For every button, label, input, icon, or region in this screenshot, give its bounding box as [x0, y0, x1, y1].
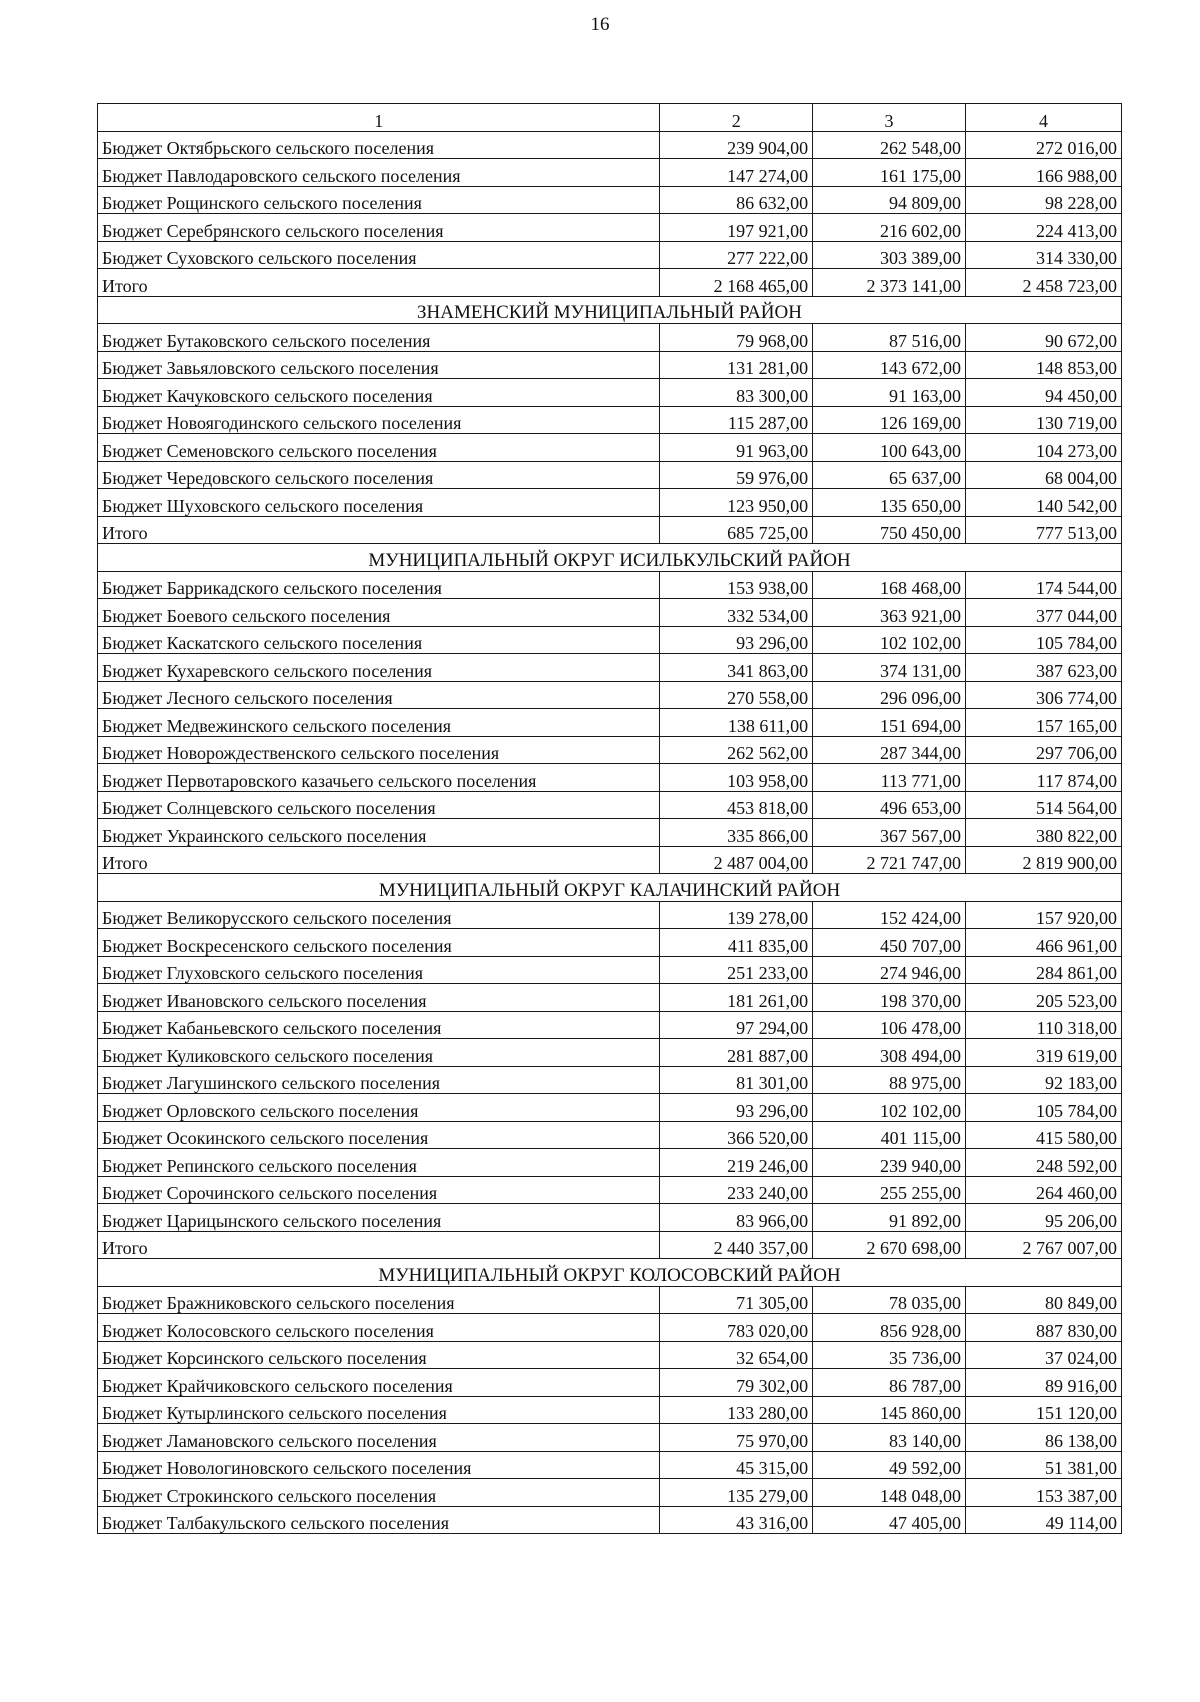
amount-cell-col2: 366 520,00 [660, 1121, 813, 1149]
amount-cell-col3: 2 670 698,00 [813, 1231, 966, 1259]
amount-cell-col2: 239 904,00 [660, 131, 813, 159]
budget-name-cell: Бюджет Крайчиковского сельского поселения [98, 1369, 660, 1397]
amount-cell-col4: 380 822,00 [965, 819, 1121, 847]
table-row [98, 1039, 1122, 1067]
amount-cell-col4: 514 564,00 [965, 791, 1121, 819]
budget-name-cell: Бюджет Октябрьского сельского поселения [98, 131, 660, 159]
amount-cell-col3: 239 940,00 [813, 1149, 966, 1177]
table-row [98, 1011, 1122, 1039]
amount-cell-col3: 496 653,00 [813, 791, 966, 819]
table-row [98, 929, 1122, 957]
table-row [98, 159, 1122, 187]
header-row [98, 104, 1122, 132]
amount-cell-col4: 157 165,00 [965, 709, 1121, 737]
budget-name-cell: Бюджет Ивановского сельского поселения [98, 984, 660, 1012]
amount-cell-col4: 2 458 723,00 [965, 269, 1121, 297]
amount-cell-col2: 91 963,00 [660, 434, 813, 462]
amount-cell-col2: 453 818,00 [660, 791, 813, 819]
amount-cell-col3: 102 102,00 [813, 626, 966, 654]
amount-cell-col4: 466 961,00 [965, 929, 1121, 957]
amount-cell-col3: 450 707,00 [813, 929, 966, 957]
amount-cell-col3: 168 468,00 [813, 571, 966, 599]
amount-cell-col4: 86 138,00 [965, 1424, 1121, 1452]
budget-name-cell: Бюджет Осокинского сельского поселения [98, 1121, 660, 1149]
table-row [98, 1094, 1122, 1122]
table-row [98, 186, 1122, 214]
table-row [98, 214, 1122, 242]
amount-cell-col4: 89 916,00 [965, 1369, 1121, 1397]
amount-cell-col3: 94 809,00 [813, 186, 966, 214]
table-row [98, 791, 1122, 819]
amount-cell-col3: 2 373 141,00 [813, 269, 966, 297]
table-row [98, 736, 1122, 764]
table-row [98, 1149, 1122, 1177]
budget-name-cell: Бюджет Строкинского сельского поселения [98, 1479, 660, 1507]
amount-cell-col3: 374 131,00 [813, 654, 966, 682]
amount-cell-col4: 98 228,00 [965, 186, 1121, 214]
budget-name-cell: Бюджет Каскатского сельского поселения [98, 626, 660, 654]
budget-name-cell: Бюджет Глуховского сельского поселения [98, 956, 660, 984]
amount-cell-col2: 131 281,00 [660, 351, 813, 379]
amount-cell-col3: 47 405,00 [813, 1506, 966, 1534]
amount-cell-col2: 123 950,00 [660, 489, 813, 517]
table-row [98, 1314, 1122, 1342]
budget-name-cell: Бюджет Кабаньевского сельского поселения [98, 1011, 660, 1039]
budget-name-cell: Бюджет Украинского сельского поселения [98, 819, 660, 847]
amount-cell-col4: 415 580,00 [965, 1121, 1121, 1149]
amount-cell-col4: 130 719,00 [965, 406, 1121, 434]
amount-cell-col3: 78 035,00 [813, 1286, 966, 1314]
table-row [98, 681, 1122, 709]
budget-name-cell: Бюджет Первотаровского казачьего сельского поселения [98, 764, 660, 792]
table-row [98, 709, 1122, 737]
amount-cell-col4: 306 774,00 [965, 681, 1121, 709]
amount-cell-col3: 145 860,00 [813, 1396, 966, 1424]
budget-name-cell: Бюджет Шуховского сельского поселения [98, 489, 660, 517]
amount-cell-col4: 117 874,00 [965, 764, 1121, 792]
amount-cell-col3: 255 255,00 [813, 1176, 966, 1204]
table-row [98, 1066, 1122, 1094]
section-title: МУНИЦИПАЛЬНЫЙ ОКРУГ КАЛАЧИНСКИЙ РАЙОН [98, 874, 1122, 902]
table-row [98, 1451, 1122, 1479]
amount-cell-col2: 2 487 004,00 [660, 846, 813, 874]
amount-cell-col4: 319 619,00 [965, 1039, 1121, 1067]
amount-cell-col2: 262 562,00 [660, 736, 813, 764]
amount-cell-col2: 45 315,00 [660, 1451, 813, 1479]
table-row [98, 1396, 1122, 1424]
amount-cell-col4: 94 450,00 [965, 379, 1121, 407]
budget-name-cell: Бюджет Рощинского сельского поселения [98, 186, 660, 214]
amount-cell-col2: 83 966,00 [660, 1204, 813, 1232]
budget-name-cell: Итого [98, 269, 660, 297]
budget-name-cell: Бюджет Колосовского сельского поселения [98, 1314, 660, 1342]
amount-cell-col2: 139 278,00 [660, 901, 813, 929]
amount-cell-col2: 83 300,00 [660, 379, 813, 407]
amount-cell-col2: 685 725,00 [660, 516, 813, 544]
amount-cell-col4: 2 767 007,00 [965, 1231, 1121, 1259]
amount-cell-col4: 777 513,00 [965, 516, 1121, 544]
amount-cell-col3: 216 602,00 [813, 214, 966, 242]
table-row [98, 1506, 1122, 1534]
table-row [98, 406, 1122, 434]
header-cell-2: 2 [660, 104, 813, 132]
amount-cell-col2: 115 287,00 [660, 406, 813, 434]
budget-name-cell: Бюджет Баррикадского сельского поселения [98, 571, 660, 599]
amount-cell-col4: 51 381,00 [965, 1451, 1121, 1479]
amount-cell-col4: 148 853,00 [965, 351, 1121, 379]
amount-cell-col3: 113 771,00 [813, 764, 966, 792]
amount-cell-col2: 97 294,00 [660, 1011, 813, 1039]
budget-name-cell: Итого [98, 1231, 660, 1259]
budget-name-cell: Бюджет Бутаковского сельского поселения [98, 324, 660, 352]
amount-cell-col4: 153 387,00 [965, 1479, 1121, 1507]
amount-cell-col4: 157 920,00 [965, 901, 1121, 929]
table-row [98, 764, 1122, 792]
amount-cell-col3: 2 721 747,00 [813, 846, 966, 874]
budget-name-cell: Бюджет Семеновского сельского поселения [98, 434, 660, 462]
budget-name-cell: Бюджет Талбакульского сельского поселения [98, 1506, 660, 1534]
amount-cell-col4: 80 849,00 [965, 1286, 1121, 1314]
table-row [98, 1369, 1122, 1397]
amount-cell-col4: 151 120,00 [965, 1396, 1121, 1424]
budget-name-cell: Бюджет Лесного сельского поселения [98, 681, 660, 709]
amount-cell-col2: 103 958,00 [660, 764, 813, 792]
amount-cell-col3: 296 096,00 [813, 681, 966, 709]
table-row [98, 434, 1122, 462]
amount-cell-col4: 105 784,00 [965, 626, 1121, 654]
amount-cell-col4: 92 183,00 [965, 1066, 1121, 1094]
amount-cell-col3: 367 567,00 [813, 819, 966, 847]
amount-cell-col3: 106 478,00 [813, 1011, 966, 1039]
budget-name-cell: Бюджет Царицынского сельского поселения [98, 1204, 660, 1232]
amount-cell-col2: 411 835,00 [660, 929, 813, 957]
amount-cell-col4: 205 523,00 [965, 984, 1121, 1012]
amount-cell-col3: 274 946,00 [813, 956, 966, 984]
amount-cell-col3: 152 424,00 [813, 901, 966, 929]
budget-name-cell: Бюджет Медвежинского сельского поселения [98, 709, 660, 737]
table-row [98, 626, 1122, 654]
page-number: 16 [590, 14, 610, 35]
amount-cell-col2: 79 968,00 [660, 324, 813, 352]
amount-cell-col4: 264 460,00 [965, 1176, 1121, 1204]
amount-cell-col2: 181 261,00 [660, 984, 813, 1012]
table-row [98, 324, 1122, 352]
amount-cell-col3: 143 672,00 [813, 351, 966, 379]
table-row [98, 1121, 1122, 1149]
section-row [98, 544, 1122, 572]
amount-cell-col2: 233 240,00 [660, 1176, 813, 1204]
budget-name-cell: Бюджет Солнцевского сельского поселения [98, 791, 660, 819]
budget-name-cell: Бюджет Новологиновского сельского поселения [98, 1451, 660, 1479]
amount-cell-col3: 161 175,00 [813, 159, 966, 187]
amount-cell-col3: 87 516,00 [813, 324, 966, 352]
budget-name-cell: Бюджет Серебрянского сельского поселения [98, 214, 660, 242]
total-row [98, 269, 1122, 297]
table-row [98, 819, 1122, 847]
amount-cell-col4: 248 592,00 [965, 1149, 1121, 1177]
amount-cell-col3: 148 048,00 [813, 1479, 966, 1507]
budget-name-cell: Бюджет Сорочинского сельского поселения [98, 1176, 660, 1204]
amount-cell-col3: 198 370,00 [813, 984, 966, 1012]
amount-cell-col2: 332 534,00 [660, 599, 813, 627]
amount-cell-col3: 86 787,00 [813, 1369, 966, 1397]
budget-name-cell: Бюджет Орловского сельского поселения [98, 1094, 660, 1122]
amount-cell-col2: 783 020,00 [660, 1314, 813, 1342]
amount-cell-col4: 387 623,00 [965, 654, 1121, 682]
amount-cell-col4: 68 004,00 [965, 461, 1121, 489]
table-row [98, 351, 1122, 379]
amount-cell-col2: 2 168 465,00 [660, 269, 813, 297]
amount-cell-col2: 197 921,00 [660, 214, 813, 242]
amount-cell-col3: 126 169,00 [813, 406, 966, 434]
amount-cell-col4: 284 861,00 [965, 956, 1121, 984]
amount-cell-col2: 138 611,00 [660, 709, 813, 737]
table-row [98, 654, 1122, 682]
amount-cell-col2: 93 296,00 [660, 626, 813, 654]
budget-name-cell: Итого [98, 516, 660, 544]
amount-cell-col3: 303 389,00 [813, 241, 966, 269]
table-row [98, 489, 1122, 517]
budget-name-cell: Бюджет Завьяловского сельского поселения [98, 351, 660, 379]
budget-name-cell: Бюджет Кухаревского сельского поселения [98, 654, 660, 682]
budget-name-cell: Бюджет Новоягодинского сельского поселения [98, 406, 660, 434]
amount-cell-col4: 887 830,00 [965, 1314, 1121, 1342]
amount-cell-col2: 341 863,00 [660, 654, 813, 682]
budget-name-cell: Бюджет Качуковского сельского поселения [98, 379, 660, 407]
amount-cell-col2: 133 280,00 [660, 1396, 813, 1424]
amount-cell-col4: 174 544,00 [965, 571, 1121, 599]
budget-name-cell: Бюджет Куликовского сельского поселения [98, 1039, 660, 1067]
amount-cell-col4: 224 413,00 [965, 214, 1121, 242]
table-row [98, 956, 1122, 984]
header-cell-1: 1 [98, 104, 660, 132]
table-body [98, 104, 1122, 1534]
amount-cell-col3: 308 494,00 [813, 1039, 966, 1067]
amount-cell-col2: 135 279,00 [660, 1479, 813, 1507]
amount-cell-col2: 43 316,00 [660, 1506, 813, 1534]
amount-cell-col4: 272 016,00 [965, 131, 1121, 159]
amount-cell-col4: 37 024,00 [965, 1341, 1121, 1369]
budget-name-cell: Бюджет Новорождественского сельского поселения [98, 736, 660, 764]
table-row [98, 1341, 1122, 1369]
amount-cell-col3: 91 163,00 [813, 379, 966, 407]
amount-cell-col3: 49 592,00 [813, 1451, 966, 1479]
budget-name-cell: Бюджет Чередовского сельского поселения [98, 461, 660, 489]
amount-cell-col2: 335 866,00 [660, 819, 813, 847]
total-row [98, 1231, 1122, 1259]
amount-cell-col3: 91 892,00 [813, 1204, 966, 1232]
budget-name-cell: Бюджет Великорусского сельского поселения [98, 901, 660, 929]
amount-cell-col2: 277 222,00 [660, 241, 813, 269]
budget-name-cell: Бюджет Ламановского сельского поселения [98, 1424, 660, 1452]
budget-name-cell: Бюджет Корсинского сельского поселения [98, 1341, 660, 1369]
table-row [98, 984, 1122, 1012]
amount-cell-col2: 75 970,00 [660, 1424, 813, 1452]
header-cell-4: 4 [965, 104, 1121, 132]
budget-table [97, 103, 1122, 1534]
section-title: ЗНАМЕНСКИЙ МУНИЦИПАЛЬНЫЙ РАЙОН [98, 296, 1122, 324]
section-row [98, 1259, 1122, 1287]
amount-cell-col4: 110 318,00 [965, 1011, 1121, 1039]
amount-cell-col4: 49 114,00 [965, 1506, 1121, 1534]
amount-cell-col3: 401 115,00 [813, 1121, 966, 1149]
budget-name-cell: Итого [98, 846, 660, 874]
section-row [98, 296, 1122, 324]
amount-cell-col3: 83 140,00 [813, 1424, 966, 1452]
table-row [98, 131, 1122, 159]
budget-name-cell: Бюджет Кутырлинского сельского поселения [98, 1396, 660, 1424]
amount-cell-col4: 297 706,00 [965, 736, 1121, 764]
table-row [98, 461, 1122, 489]
amount-cell-col2: 153 938,00 [660, 571, 813, 599]
table-row [98, 1176, 1122, 1204]
amount-cell-col2: 219 246,00 [660, 1149, 813, 1177]
amount-cell-col2: 270 558,00 [660, 681, 813, 709]
amount-cell-col2: 281 887,00 [660, 1039, 813, 1067]
amount-cell-col3: 151 694,00 [813, 709, 966, 737]
table-row [98, 379, 1122, 407]
budget-name-cell: Бюджет Суховского сельского поселения [98, 241, 660, 269]
amount-cell-col4: 2 819 900,00 [965, 846, 1121, 874]
table-row [98, 1479, 1122, 1507]
amount-cell-col4: 95 206,00 [965, 1204, 1121, 1232]
amount-cell-col2: 93 296,00 [660, 1094, 813, 1122]
section-title: МУНИЦИПАЛЬНЫЙ ОКРУГ КОЛОСОВСКИЙ РАЙОН [98, 1259, 1122, 1287]
amount-cell-col3: 88 975,00 [813, 1066, 966, 1094]
budget-name-cell: Бюджет Воскресенского сельского поселения [98, 929, 660, 957]
budget-name-cell: Бюджет Репинского сельского поселения [98, 1149, 660, 1177]
amount-cell-col2: 59 976,00 [660, 461, 813, 489]
budget-name-cell: Бюджет Лагушинского сельского поселения [98, 1066, 660, 1094]
table-row [98, 241, 1122, 269]
amount-cell-col3: 856 928,00 [813, 1314, 966, 1342]
amount-cell-col2: 79 302,00 [660, 1369, 813, 1397]
amount-cell-col4: 166 988,00 [965, 159, 1121, 187]
table-row [98, 571, 1122, 599]
amount-cell-col2: 86 632,00 [660, 186, 813, 214]
budget-name-cell: Бюджет Павлодаровского сельского поселения [98, 159, 660, 187]
amount-cell-col3: 750 450,00 [813, 516, 966, 544]
amount-cell-col3: 65 637,00 [813, 461, 966, 489]
header-cell-3: 3 [813, 104, 966, 132]
table-row [98, 1286, 1122, 1314]
amount-cell-col2: 2 440 357,00 [660, 1231, 813, 1259]
table-row [98, 599, 1122, 627]
amount-cell-col3: 100 643,00 [813, 434, 966, 462]
amount-cell-col2: 81 301,00 [660, 1066, 813, 1094]
amount-cell-col4: 104 273,00 [965, 434, 1121, 462]
total-row [98, 846, 1122, 874]
section-row [98, 874, 1122, 902]
section-title: МУНИЦИПАЛЬНЫЙ ОКРУГ ИСИЛЬКУЛЬСКИЙ РАЙОН [98, 544, 1122, 572]
amount-cell-col3: 102 102,00 [813, 1094, 966, 1122]
amount-cell-col3: 363 921,00 [813, 599, 966, 627]
table-row [98, 1204, 1122, 1232]
amount-cell-col4: 105 784,00 [965, 1094, 1121, 1122]
total-row [98, 516, 1122, 544]
amount-cell-col4: 377 044,00 [965, 599, 1121, 627]
amount-cell-col2: 251 233,00 [660, 956, 813, 984]
amount-cell-col2: 147 274,00 [660, 159, 813, 187]
amount-cell-col4: 140 542,00 [965, 489, 1121, 517]
amount-cell-col3: 287 344,00 [813, 736, 966, 764]
budget-name-cell: Бюджет Боевого сельского поселения [98, 599, 660, 627]
amount-cell-col2: 32 654,00 [660, 1341, 813, 1369]
table-row [98, 1424, 1122, 1452]
amount-cell-col3: 35 736,00 [813, 1341, 966, 1369]
amount-cell-col2: 71 305,00 [660, 1286, 813, 1314]
budget-name-cell: Бюджет Бражниковского сельского поселения [98, 1286, 660, 1314]
amount-cell-col4: 90 672,00 [965, 324, 1121, 352]
amount-cell-col4: 314 330,00 [965, 241, 1121, 269]
amount-cell-col3: 135 650,00 [813, 489, 966, 517]
amount-cell-col3: 262 548,00 [813, 131, 966, 159]
table-row [98, 901, 1122, 929]
